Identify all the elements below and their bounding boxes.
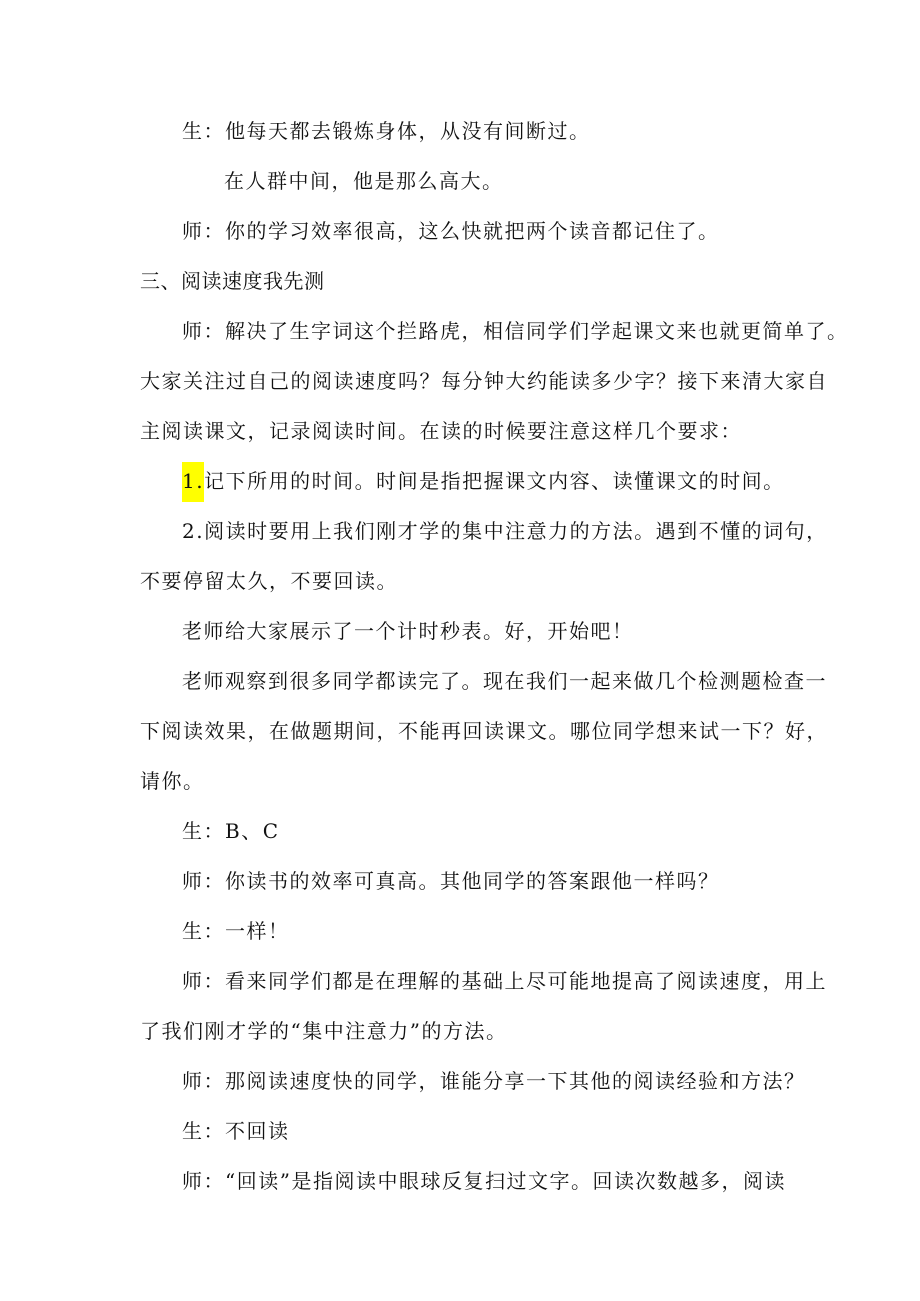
dialogue-student-1-cont: 在人群中间，他是那么高大。 <box>224 169 504 193</box>
dialogue-teacher-2-cont-2: 主阅读课文，记录阅读时间。在读的时候要注意这样几个要求： <box>140 419 742 443</box>
dialogue-teacher-2-cont-1: 大家关注过自己的阅读速度吗？每分钟大约能读多少字？接下来清大家自 <box>140 369 828 393</box>
dialogue-student-1: 生：他每天都去锻炼身体，从没有间断过。 <box>182 119 591 143</box>
narration-timer: 老师给大家展示了一个计时秒表。好，开始吧！ <box>182 619 634 643</box>
narration-observe-cont-2: 请你。 <box>140 769 205 793</box>
section-heading: 三、阅读速度我先测 <box>140 269 325 293</box>
dialogue-teacher-1: 师：你的学习效率很高，这么快就把两个读音都记住了。 <box>182 219 720 243</box>
dialogue-teacher-4-cont: 了我们刚才学的“集中注意力”的方法。 <box>140 1019 508 1043</box>
dialogue-teacher-3: 师：你读书的效率可真高。其他同学的答案跟他一样吗？ <box>182 869 720 893</box>
dialogue-teacher-4: 师：看来同学们都是在理解的基础上尽可能地提高了阅读速度，用上 <box>182 969 827 993</box>
dialogue-teacher-5: 师：那阅读速度快的同学，谁能分享一下其他的阅读经验和方法？ <box>182 1069 806 1093</box>
dialogue-student-4: 生：不回读 <box>182 1119 290 1143</box>
list-item-1-text: 记下所用的时间。时间是指把握课文内容、读懂课文的时间。 <box>204 469 785 493</box>
dialogue-teacher-6: 师：“回读”是指阅读中眼球反复扫过文字。回读次数越多，阅读 <box>182 1169 786 1193</box>
highlighted-list-number: 1. <box>182 462 204 502</box>
dialogue-student-2: 生：B、C <box>182 819 280 843</box>
dialogue-teacher-2: 师：解决了生字词这个拦路虎，相信同学们学起课文来也就更简单了。 <box>182 319 849 343</box>
list-item-1 <box>182 468 785 502</box>
list-item-2: 2.阅读时要用上我们刚才学的集中注意力的方法。遇到不懂的词句， <box>182 519 828 543</box>
narration-observe: 老师观察到很多同学都读完了。现在我们一起来做几个检测题检查一 <box>182 669 827 693</box>
narration-observe-cont-1: 下阅读效果，在做题期间，不能再回读课文。哪位同学想来试一下？好， <box>140 719 828 743</box>
dialogue-student-3: 生：一样！ <box>182 919 290 943</box>
list-item-2-cont: 不要停留太久，不要回读。 <box>140 569 398 593</box>
